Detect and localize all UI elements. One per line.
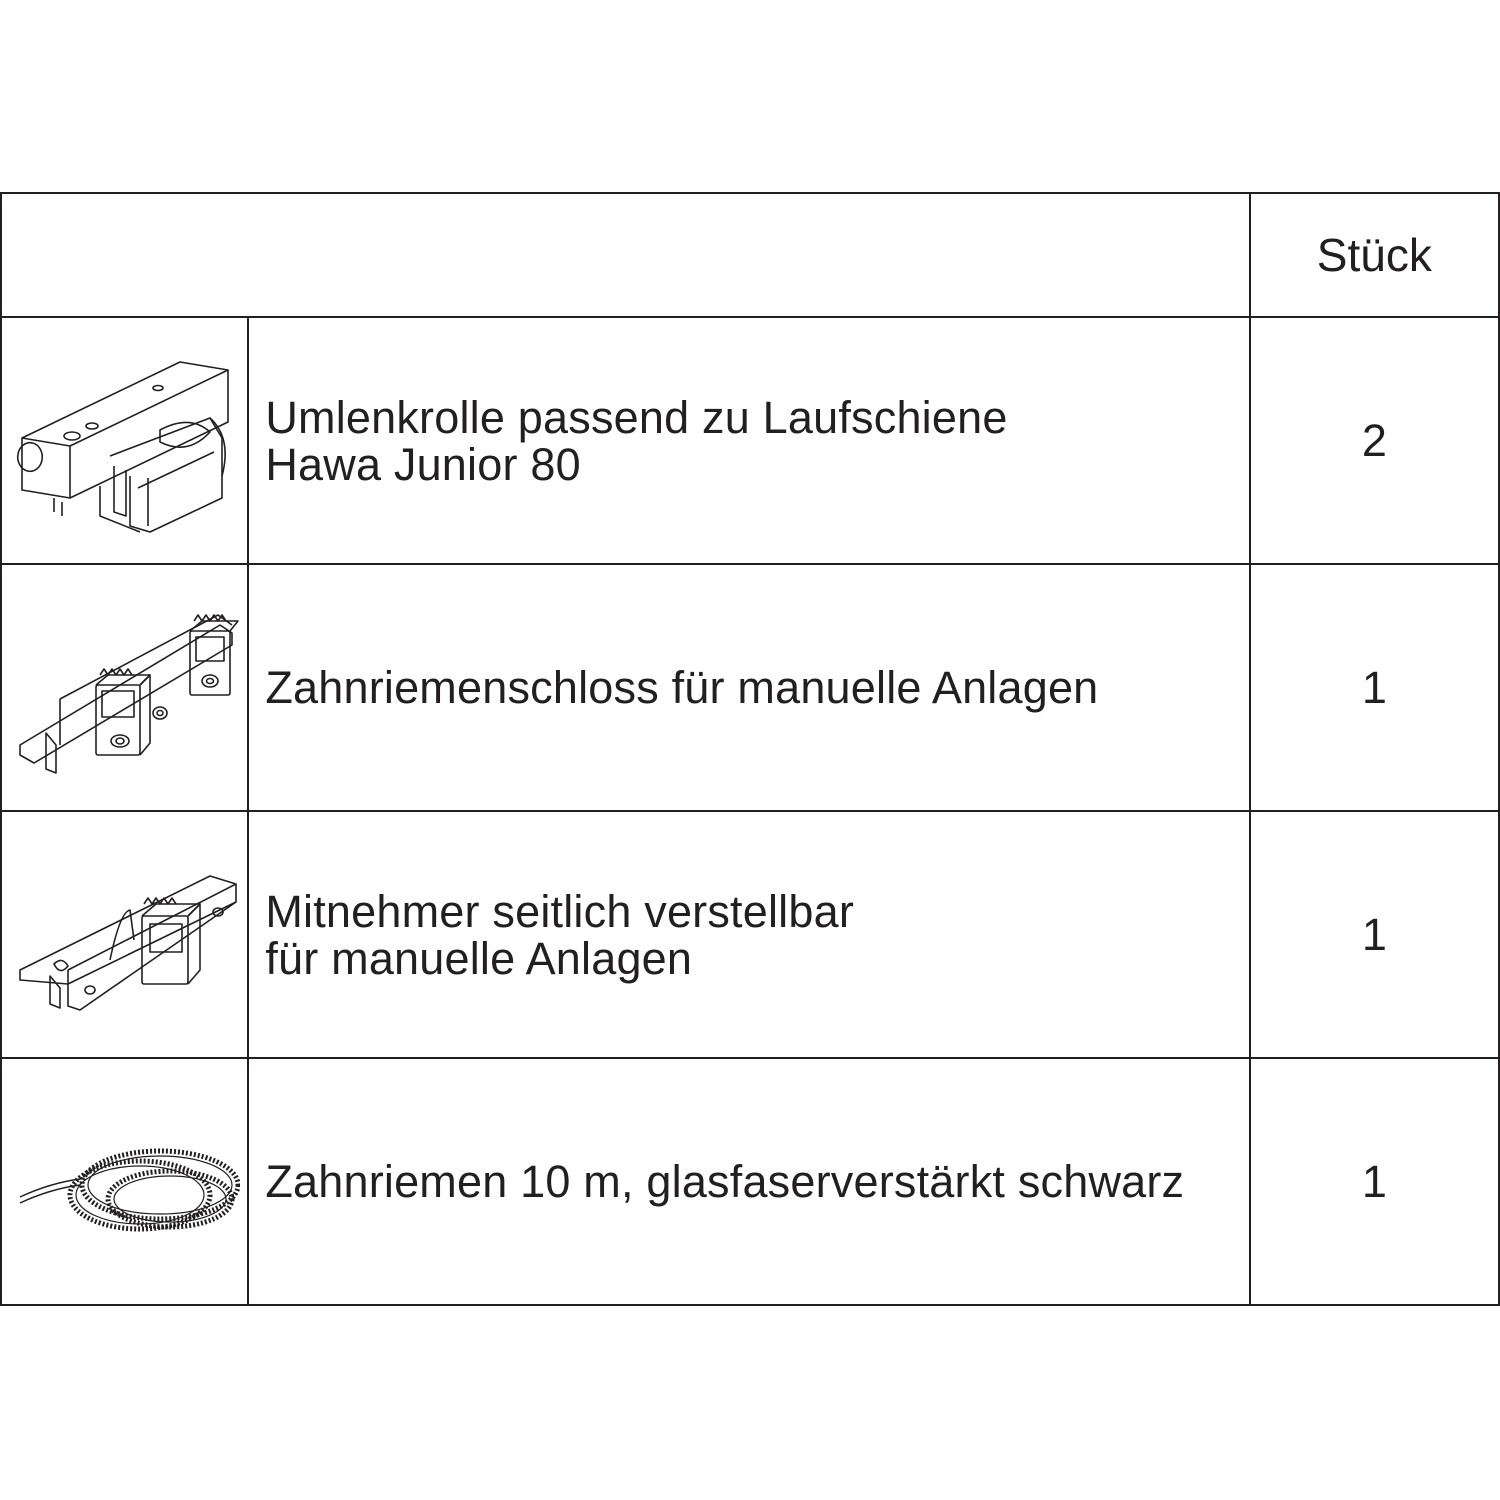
quantity-column-header: Stück [1250,193,1499,317]
item-image-cell [1,1058,248,1305]
item-description-line: Zahnriemenschloss für manuelle Anlagen [265,662,1099,713]
toothed-belt-coil-icon [10,1067,240,1297]
table-row [1,564,1499,811]
item-quantity: 1 [1250,1058,1499,1305]
table-row [1,317,1499,564]
item-quantity: 1 [1250,811,1499,1058]
item-description [248,317,1249,564]
item-image-cell [1,564,248,811]
side-adjustable-carrier-icon [10,820,240,1050]
item-description [248,564,1249,811]
deflection-pulley-icon [10,326,240,556]
belt-lock-icon [10,573,240,803]
item-description-line: Umlenkrolle passend zu Laufschiene [265,391,1008,443]
item-description-line: Mitnehmer seitlich verstellbar [265,885,855,937]
item-quantity: 1 [1250,564,1499,811]
item-image-cell [1,811,248,1058]
table-row [1,811,1499,1058]
item-description [248,811,1249,1058]
item-description-line: für manuelle Anlagen [265,932,693,984]
table-row [1,1058,1499,1305]
item-quantity: 2 [1250,317,1499,564]
item-description-line: Zahnriemen 10 m, glasfaserverstärkt schwarz [265,1156,1185,1207]
item-image-cell [1,317,248,564]
header-empty-cell [1,193,1250,317]
item-description [248,1058,1249,1305]
item-description-line: Hawa Junior 80 [265,438,581,490]
parts-table [0,192,1500,1306]
table-header-row [1,193,1499,317]
